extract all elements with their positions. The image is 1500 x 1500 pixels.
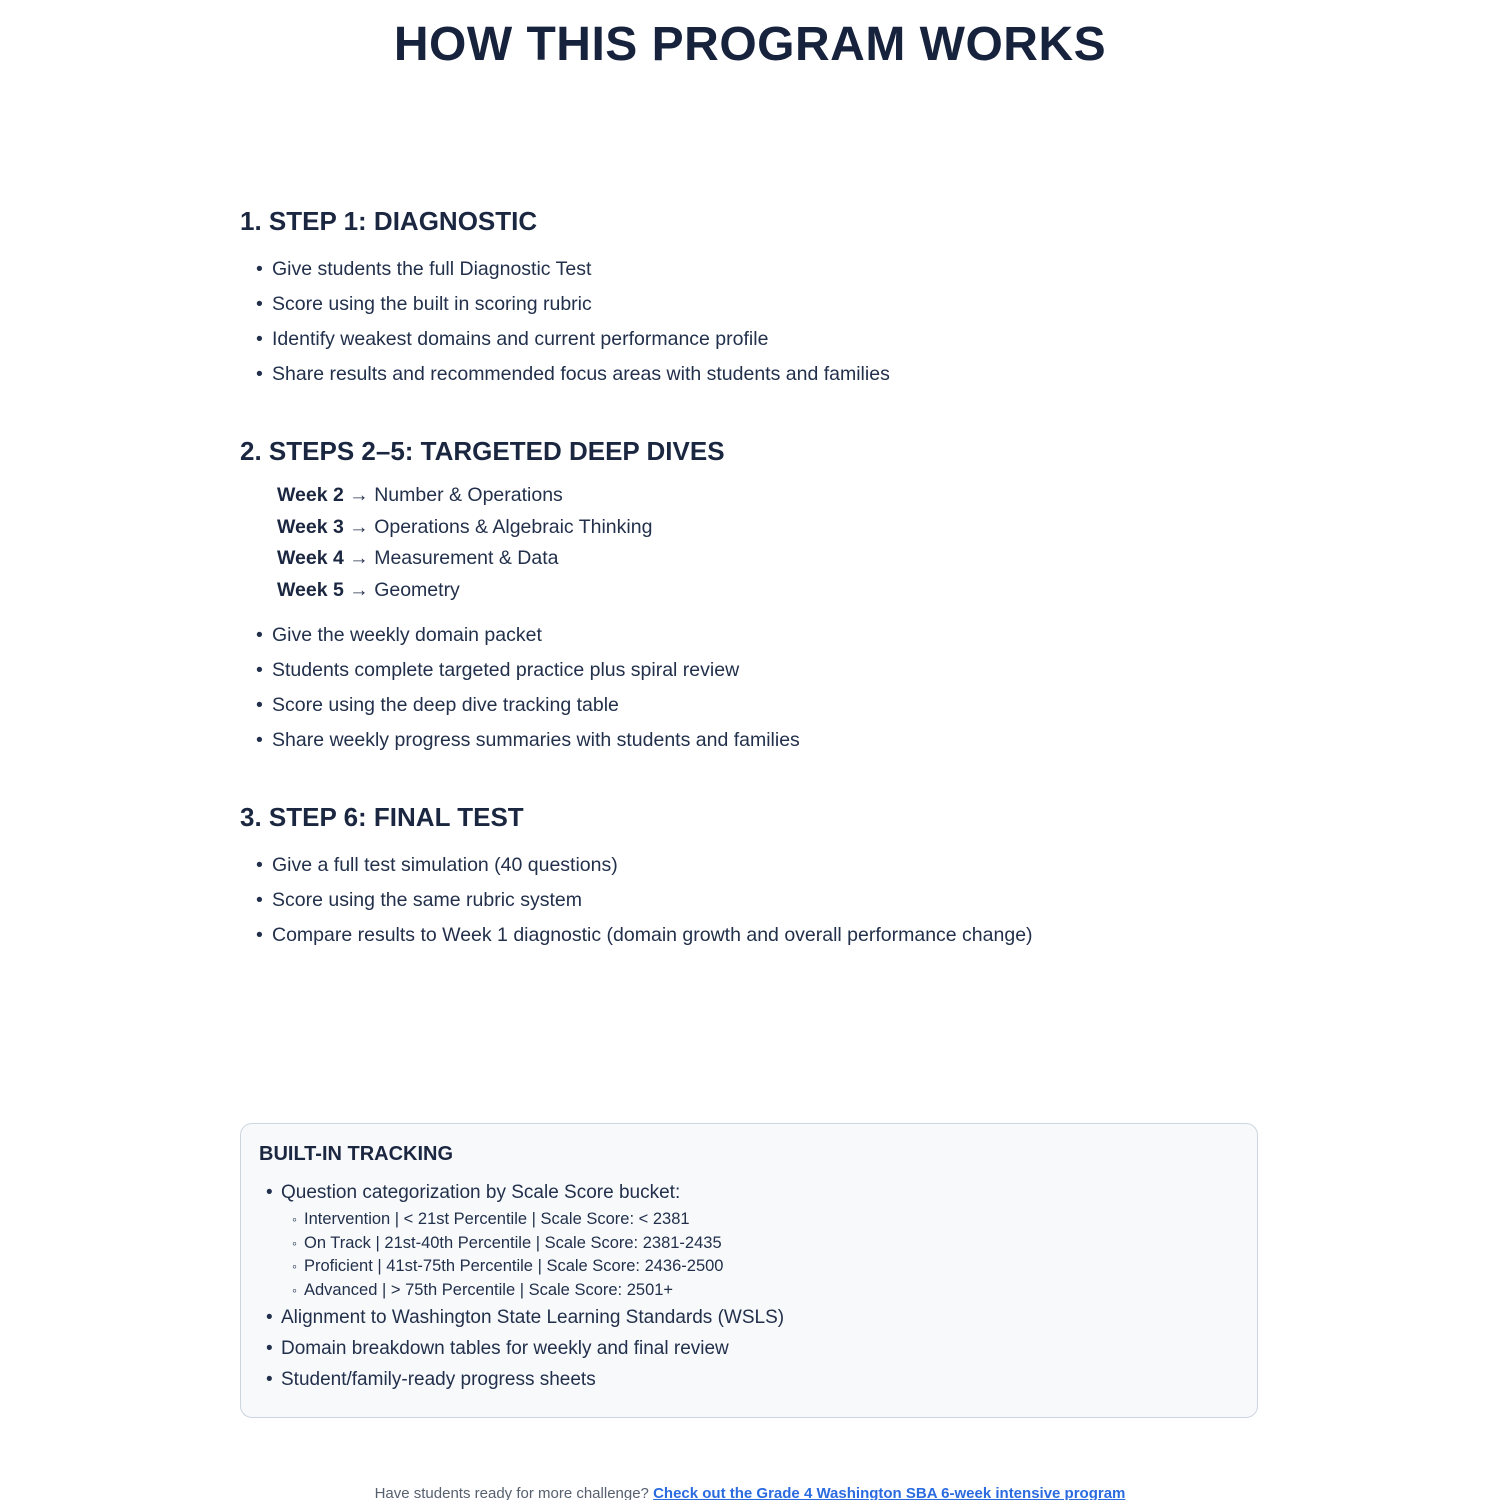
arrow-icon: → (349, 547, 369, 569)
bullet-marker: • (256, 729, 263, 751)
list-item (292, 1279, 1233, 1303)
week-topic: Geometry (374, 578, 460, 601)
list-item (292, 1208, 1233, 1232)
tracking-panel-heading: BUILT-IN TRACKING (259, 1143, 454, 1165)
bullet-marker: • (256, 328, 263, 350)
week-topic: Operations & Algebraic Thinking (374, 515, 653, 538)
week-label: Week 4 (277, 547, 344, 569)
list-item (256, 357, 1380, 392)
sub-bullet-marker: ◦ (292, 1211, 297, 1227)
list-item (256, 618, 1380, 653)
list-item (256, 688, 1380, 723)
bullet-marker: • (256, 889, 263, 911)
section-heading-text: STEP 6: FINAL TEST (268, 802, 524, 832)
arrow-icon: → (349, 484, 369, 506)
list-item-text: Students complete targeted practice plus spiral review (272, 659, 740, 681)
week-line (277, 512, 1380, 544)
list-item-text: Score using the same rubric system (272, 889, 582, 911)
list-item-text: Identify weakest domains and current performance profile (272, 328, 769, 350)
list-item (266, 1302, 1233, 1333)
bullet-marker: • (256, 924, 263, 946)
step-6-bullet-list (240, 848, 1380, 953)
page-title: HOW THIS PROGRAM WORKS (393, 18, 1107, 71)
week-line (277, 543, 1380, 575)
list-item-text: Give the weekly domain packet (272, 624, 542, 646)
bullet-marker: • (256, 293, 263, 315)
list-item (292, 1255, 1233, 1279)
list-item-text: Give a full test simulation (40 questions) (272, 854, 618, 876)
section-heading-text: STEP 1: DIAGNOSTIC (268, 206, 538, 236)
week-topic: Measurement & Data (374, 547, 559, 569)
section-heading-text: STEPS 2–5: TARGETED DEEP DIVES (268, 436, 725, 466)
list-item-text: Score using the deep dive tracking table (272, 694, 619, 716)
list-item (256, 322, 1380, 357)
bullet-marker: • (256, 854, 263, 876)
arrow-icon: → (349, 515, 369, 538)
list-item-text: Student/family-ready progress sheets (281, 1369, 596, 1390)
bullet-marker: • (256, 624, 263, 646)
sub-bullet-marker: ◦ (292, 1258, 297, 1274)
page (0, 16, 1500, 1500)
list-item-text: Compare results to Week 1 diagnostic (domain growth and overall performance change) (272, 924, 1033, 946)
main-content (240, 206, 1380, 953)
list-item (266, 1333, 1233, 1364)
arrow-icon: → (349, 578, 369, 601)
list-item (256, 918, 1380, 953)
bullet-marker: • (256, 258, 263, 280)
intensive-program-link[interactable]: Check out the Grade 4 Washington SBA 6-week intensive program (653, 1485, 1126, 1500)
built-in-tracking-panel (240, 1123, 1258, 1418)
week-topic: Number & Operations (374, 484, 563, 506)
week-schedule (277, 480, 1380, 606)
bullet-marker: • (266, 1182, 273, 1203)
section-number: 2. (240, 436, 262, 466)
bullet-marker: • (256, 694, 263, 716)
week-label: Week 5 (277, 578, 344, 601)
bullet-marker: • (266, 1369, 273, 1390)
bullet-marker: • (256, 363, 263, 385)
step-1-bullet-list (240, 252, 1380, 392)
bucket-text: Intervention | < 21st Percentile | Scale Score: < 2381 (304, 1210, 690, 1228)
list-item (292, 1232, 1233, 1256)
section-heading-step-6 (240, 802, 1380, 832)
sub-bullet-marker: ◦ (292, 1281, 297, 1298)
list-item (256, 883, 1380, 918)
list-item-text: Alignment to Washington State Learning Standards (WSLS) (281, 1307, 785, 1328)
week-label: Week 2 (277, 484, 344, 506)
list-item (256, 848, 1380, 883)
steps-2-5-bullet-list (240, 618, 1380, 758)
section-heading-step-1 (240, 206, 1380, 236)
tracking-bullet-list (259, 1177, 1233, 1395)
list-item-text: Share weekly progress summaries with students and families (272, 729, 800, 751)
list-item (256, 653, 1380, 688)
section-heading-steps-2-5 (240, 436, 1380, 466)
list-item-text: Domain breakdown tables for weekly and final review (281, 1338, 729, 1359)
scale-score-bucket-list (292, 1208, 1233, 1302)
list-item (266, 1177, 1233, 1302)
bullet-marker: • (266, 1338, 273, 1359)
section-number: 3. (240, 802, 262, 832)
list-item (266, 1364, 1233, 1395)
footer-text: Have students ready for more challenge? (374, 1485, 649, 1500)
bucket-text: Advanced | > 75th Percentile | Scale Score: 2501+ (304, 1280, 674, 1299)
footer (0, 1484, 1500, 1500)
bullet-marker: • (266, 1307, 273, 1328)
list-item (256, 252, 1380, 287)
list-item (256, 287, 1380, 322)
sub-bullet-marker: ◦ (292, 1234, 297, 1251)
list-item (256, 723, 1380, 758)
week-line (277, 480, 1380, 512)
week-label: Week 3 (277, 515, 344, 538)
bucket-text: Proficient | 41st-75th Percentile | Scale Score: 2436-2500 (304, 1257, 724, 1275)
list-item-text: Give students the full Diagnostic Test (272, 258, 592, 280)
list-item-text: Question categorization by Scale Score bucket: (281, 1182, 681, 1203)
week-line (277, 575, 1380, 607)
section-number: 1. (240, 206, 262, 236)
bullet-marker: • (256, 659, 263, 681)
list-item-text: Score using the built in scoring rubric (272, 293, 592, 315)
bucket-text: On Track | 21st-40th Percentile | Scale Score: 2381-2435 (304, 1233, 722, 1252)
list-item-text: Share results and recommended focus areas with students and families (272, 363, 890, 385)
